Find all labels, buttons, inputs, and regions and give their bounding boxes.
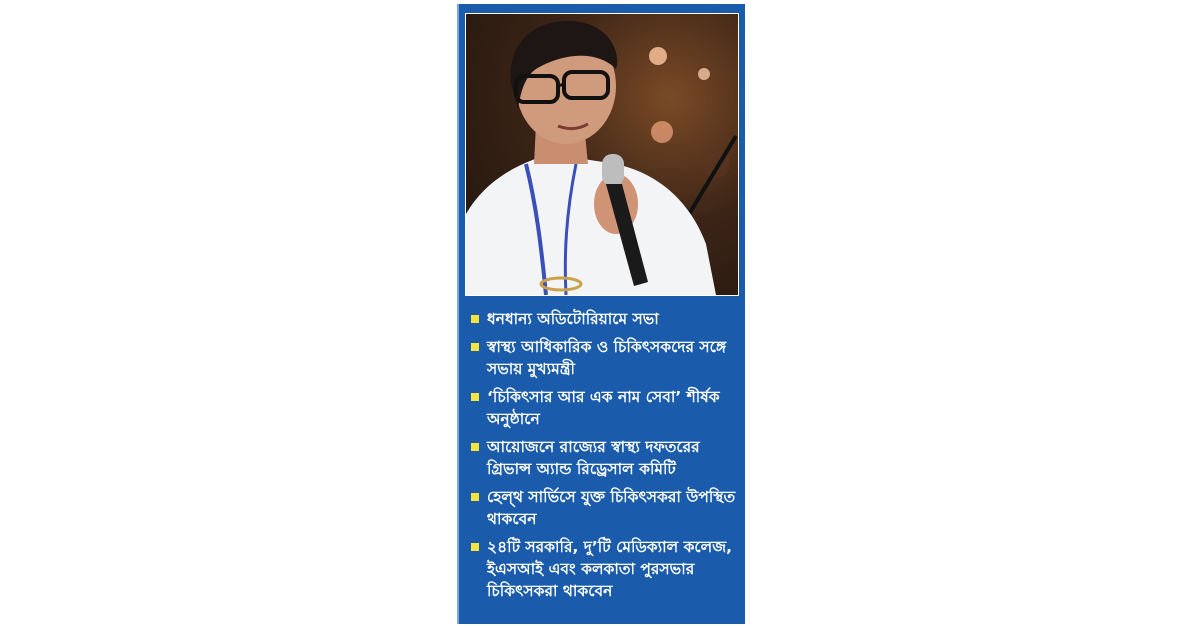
- square-bullet-icon: [471, 543, 479, 551]
- bullet-item: [469, 436, 741, 480]
- bullet-item: [469, 486, 741, 530]
- bullet-text: ‘চিকিৎসার আর এক নাম সেবা’ শীর্ষক অনুষ্ঠানে: [487, 388, 720, 428]
- bullet-item: [469, 308, 741, 330]
- bullet-item: [469, 386, 741, 430]
- bullet-item: [469, 336, 741, 380]
- bullet-text: আয়োজনে রাজ্যের স্বাস্থ্য দফতরের গ্রিভান্স অ্যান্ড রিড্রেসাল কমিটি: [487, 438, 700, 478]
- square-bullet-icon: [471, 443, 479, 451]
- bullet-list: [469, 308, 741, 608]
- bullet-text: ধনধান্য অডিটোরিয়ামে সভা: [487, 310, 659, 328]
- square-bullet-icon: [471, 343, 479, 351]
- bullet-text: স্বাস্থ্য আধিকারিক ও চিকিৎসকদের সঙ্গে সভায় মুখ্যমন্ত্রী: [487, 338, 727, 378]
- square-bullet-icon: [471, 315, 479, 323]
- square-bullet-icon: [471, 493, 479, 501]
- speaker-photo: [465, 13, 739, 296]
- bullet-text: ২৪টি সরকারি, দু’টি মেডিক্যাল কলেজ, ইএসআই এবং কলকাতা পুরসভার চিকিৎসকরা থাকবেন: [487, 538, 732, 600]
- bullet-text: হেল্থ সার্ভিসে যুক্ত চিকিৎসকরা উপস্থিত থাকবেন: [487, 488, 736, 528]
- square-bullet-icon: [471, 393, 479, 401]
- info-card: [457, 4, 745, 624]
- speaker-illustration: [466, 14, 738, 295]
- bullet-item: [469, 536, 741, 602]
